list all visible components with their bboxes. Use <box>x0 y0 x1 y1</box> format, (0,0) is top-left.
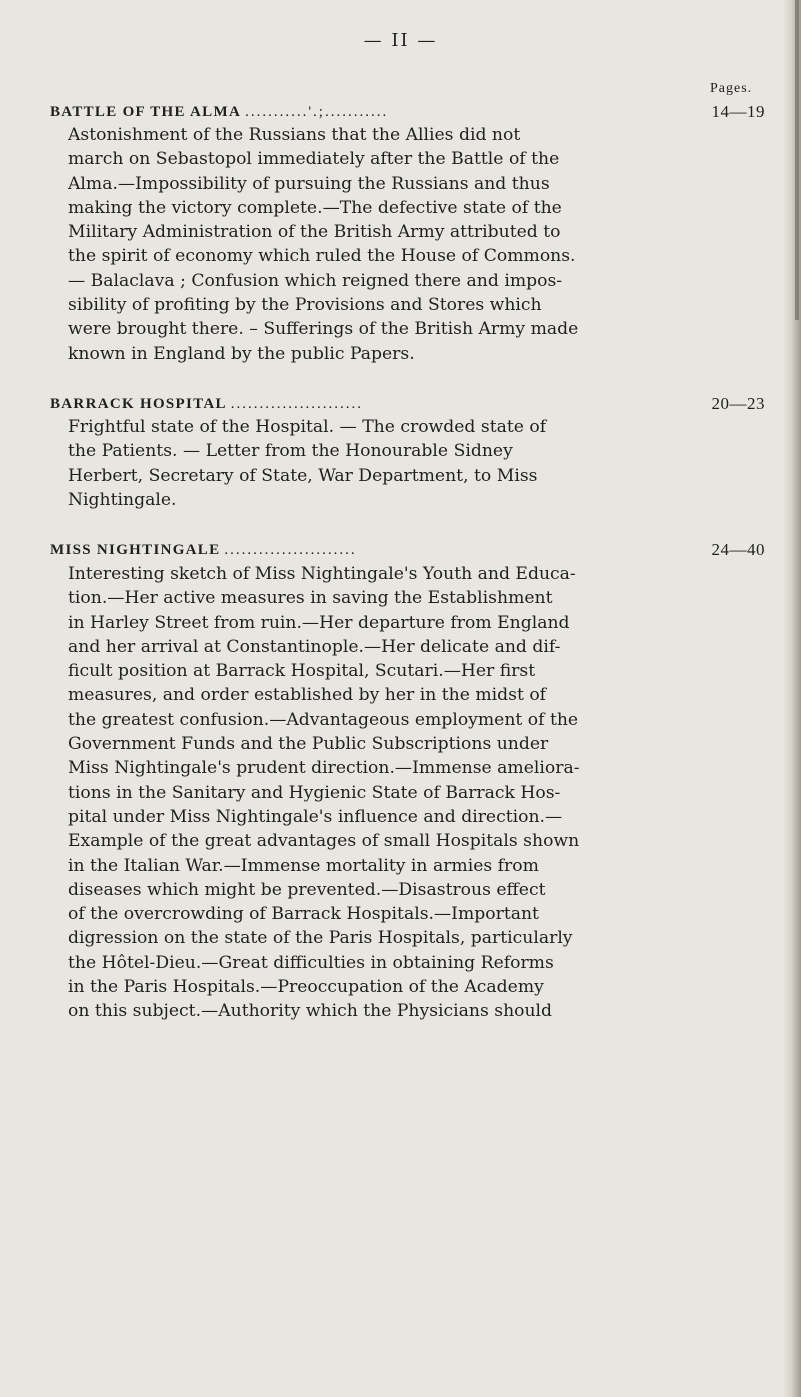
dot-leader: ...........'.;........... <box>245 104 389 120</box>
entry-summary <box>68 123 728 366</box>
entry-summary <box>68 562 728 1024</box>
summary-line: the Patients. — Letter from the Honourable Sidney <box>68 441 513 462</box>
entry-title: BARRACK HOSPITAL <box>50 396 227 412</box>
summary-line: were brought there. – Sufferings of the British Army made <box>68 319 579 340</box>
summary-line: Astonishment of the Russians that the Allies did not <box>68 125 521 145</box>
summary-line: Alma.—Impossibility of pursuing the Russians and thus <box>68 173 550 194</box>
summary-line: Interesting sketch of Miss Nightingale's Youth and Educa- <box>68 564 576 584</box>
summary-line: tion.—Her active measures in saving the Establishment <box>68 588 553 609</box>
entry-pages: 20—23 <box>711 394 765 413</box>
dot-leader: ....................... <box>230 396 364 412</box>
summary-line: in the Italian War.—Immense mortality in armies from <box>68 855 539 876</box>
summary-line: the spirit of economy which ruled the House of Commons. <box>68 246 576 267</box>
entry-pages: 24—40 <box>711 540 765 559</box>
summary-line: Nightingale. <box>68 489 177 510</box>
summary-line: sibility of profiting by the Provisions and Stores which <box>68 295 542 316</box>
summary-line: Miss Nightingale's prudent direction.—Immense ameliora- <box>68 758 580 779</box>
entry-summary <box>68 415 728 512</box>
summary-line: making the victory complete.—The defective state of the <box>68 197 562 218</box>
entry-title: BATTLE OF THE ALMA <box>50 104 242 120</box>
summary-line: Herbert, Secretary of State, War Department, to Miss <box>68 465 538 486</box>
summary-line: tions in the Sanitary and Hygienic State of Barrack Hos- <box>68 782 561 803</box>
summary-line: — Balaclava ; Confusion which reigned there and impos- <box>68 270 563 291</box>
summary-line: diseases which might be prevented.—Disastrous effect <box>68 879 546 900</box>
summary-line: Military Administration of the British Army attributed to <box>68 222 561 243</box>
pages-column-label: Pages. <box>710 81 753 96</box>
summary-line: march on Sebastopol immediately after the Battle of the <box>68 149 560 170</box>
summary-line: and her arrival at Constantinople.—Her delicate and dif- <box>68 636 561 657</box>
summary-line: pital under Miss Nightingale's influence and direction.— <box>68 806 563 827</box>
summary-line: in the Paris Hospitals.—Preoccupation of the Academy <box>68 977 544 998</box>
summary-line: Example of the great advantages of small Hospitals shown <box>68 831 580 852</box>
entry-heading <box>50 100 765 124</box>
summary-line: digression on the state of the Paris Hospitals, particularly <box>68 928 573 949</box>
summary-line: known in England by the public Papers. <box>68 343 415 364</box>
dot-leader: ....................... <box>224 542 357 558</box>
summary-line: ficult position at Barrack Hospital, Scutari.—Her first <box>68 661 536 682</box>
page-number: — II — <box>363 30 438 51</box>
summary-line: Government Funds and the Public Subscriptions under <box>68 734 549 755</box>
summary-line: Frightful state of the Hospital. — The crowded state of <box>68 417 547 437</box>
entry-heading <box>50 538 765 562</box>
summary-line: of the overcrowding of Barrack Hospitals.—Important <box>68 904 539 925</box>
summary-line: the Hôtel-Dieu.—Great difficulties in obtaining Reforms <box>68 952 554 973</box>
summary-line: on this subject.—Authority which the Physicians should <box>68 1001 553 1022</box>
entry-title: MISS NIGHTINGALE <box>50 542 221 558</box>
summary-line: in Harley Street from ruin.—Her departure from England <box>68 612 570 633</box>
entry-heading <box>50 392 765 416</box>
summary-line: measures, and order established by her in the midst of <box>68 685 547 706</box>
entry-pages: 14—19 <box>711 102 765 121</box>
summary-line: the greatest confusion.—Advantageous employment of the <box>68 709 579 730</box>
